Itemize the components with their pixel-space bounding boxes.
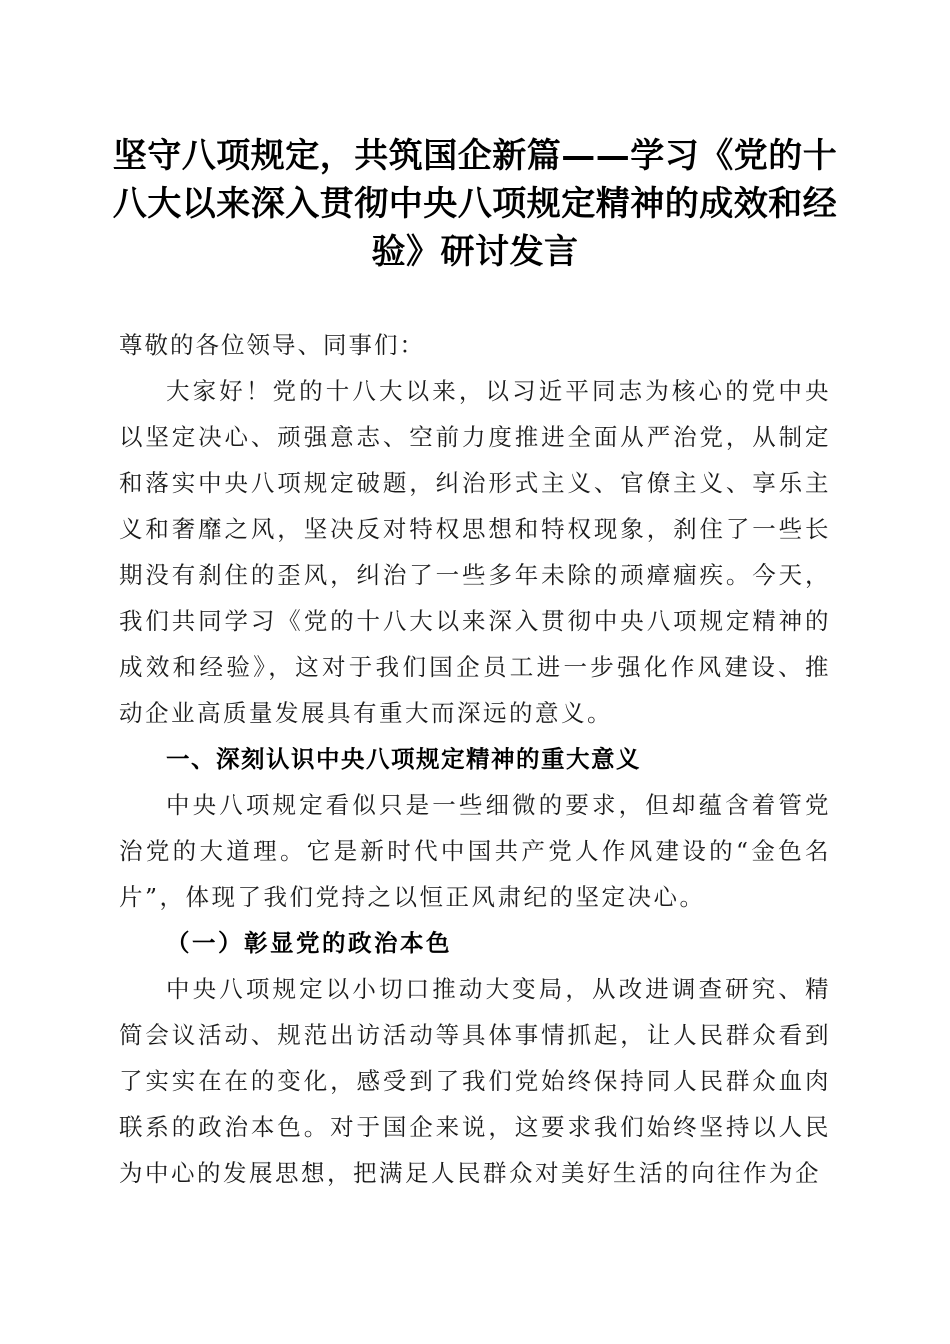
paragraph-significance: 中央八项规定看似只是一些细微的要求，但却蕴含着管党治党的大道理。它是新时代中国共产党人作风建设的“金色名片”，体现了我们党持之以恒正风肃纪的坚定决心。 <box>119 791 831 911</box>
section-heading: 一、深刻认识中央八项规定精神的重大意义 <box>166 745 641 773</box>
document-body <box>119 322 831 1196</box>
subsection-heading: （一）彰显党的政治本色 <box>166 929 452 957</box>
greeting: 尊敬的各位领导、同事们： <box>119 331 425 359</box>
paragraph-intro: 大家好！党的十八大以来，以习近平同志为核心的党中央以坚定决心、顽强意志、空前力度推进全面从严治党，从制定和落实中央八项规定破题，纠治形式主义、官僚主义、享乐主义和奢靡之风，坚决反对特权思想和特权现象，刹住了一些长期没有刹住的歪风，纠治了一些多年未除的顽瘴痼疾。今天，我们共同学习《党的十八大以来深入贯彻中央八项规定精神的成效和经验》，这对于我们国企员工进一步强化作风建设、推动企业高质量发展具有重大而深远的意义。 <box>119 377 831 727</box>
document-title: 坚守八项规定，共筑国企新篇——学习《党的十八大以来深入贯彻中央八项规定精神的成效和经验》研讨发言 <box>112 136 838 272</box>
paragraph-political-character: 中央八项规定以小切口推动大变局，从改进调查研究、精简会议活动、规范出访活动等具体事情抓起，让人民群众看到了实实在在的变化，感受到了我们党始终保持同人民群众血肉联系的政治本色。对于国企来说，这要求我们始终坚持以人民为中心的发展思想，把满足人民群众对美好生活的向往作为企 <box>119 975 831 1187</box>
